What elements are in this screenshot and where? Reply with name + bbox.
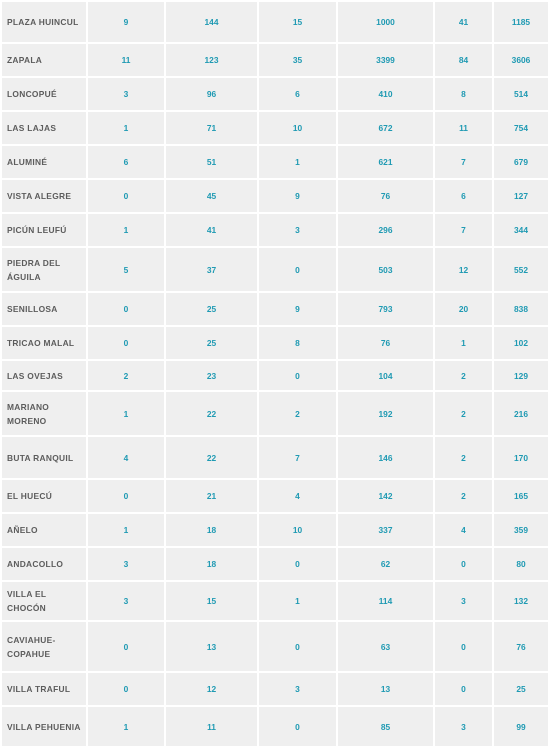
- value-cell: 3: [434, 706, 493, 747]
- locality-name: SENILLOSA: [1, 292, 87, 326]
- value-cell: 3: [87, 547, 165, 581]
- value-cell: 96: [165, 77, 258, 111]
- value-cell: 35: [258, 43, 337, 77]
- total-cell: 25: [493, 672, 549, 706]
- value-cell: 0: [258, 360, 337, 391]
- value-cell: 84: [434, 43, 493, 77]
- value-cell: 63: [337, 621, 434, 672]
- value-cell: 41: [434, 1, 493, 43]
- value-cell: 3: [258, 213, 337, 247]
- value-cell: 3: [434, 581, 493, 621]
- value-cell: 146: [337, 436, 434, 479]
- table-row: [1, 1, 549, 43]
- table-row: [1, 111, 549, 145]
- value-cell: 793: [337, 292, 434, 326]
- value-cell: 1: [258, 145, 337, 179]
- value-cell: 3: [87, 77, 165, 111]
- locality-name: LAS LAJAS: [1, 111, 87, 145]
- table-row: [1, 547, 549, 581]
- value-cell: 10: [258, 513, 337, 547]
- total-cell: 754: [493, 111, 549, 145]
- value-cell: 8: [434, 77, 493, 111]
- value-cell: 0: [258, 621, 337, 672]
- value-cell: 4: [258, 479, 337, 513]
- value-cell: 0: [87, 179, 165, 213]
- table-row: [1, 672, 549, 706]
- value-cell: 7: [434, 213, 493, 247]
- value-cell: 25: [165, 292, 258, 326]
- locality-name: EL HUECÚ: [1, 479, 87, 513]
- value-cell: 41: [165, 213, 258, 247]
- value-cell: 20: [434, 292, 493, 326]
- value-cell: 5: [87, 247, 165, 292]
- value-cell: 3: [87, 581, 165, 621]
- value-cell: 18: [165, 513, 258, 547]
- value-cell: 71: [165, 111, 258, 145]
- total-cell: 76: [493, 621, 549, 672]
- total-cell: 102: [493, 326, 549, 360]
- value-cell: 45: [165, 179, 258, 213]
- locality-name: BUTA RANQUIL: [1, 436, 87, 479]
- table-row: [1, 326, 549, 360]
- value-cell: 142: [337, 479, 434, 513]
- value-cell: 6: [434, 179, 493, 213]
- value-cell: 296: [337, 213, 434, 247]
- locality-name: ZAPALA: [1, 43, 87, 77]
- value-cell: 3399: [337, 43, 434, 77]
- locality-name: PLAZA HUINCUL: [1, 1, 87, 43]
- value-cell: 104: [337, 360, 434, 391]
- locality-name: ALUMINÉ: [1, 145, 87, 179]
- value-cell: 1: [87, 213, 165, 247]
- value-cell: 62: [337, 547, 434, 581]
- value-cell: 7: [258, 436, 337, 479]
- value-cell: 22: [165, 391, 258, 436]
- value-cell: 15: [258, 1, 337, 43]
- table-row: [1, 513, 549, 547]
- value-cell: 0: [434, 672, 493, 706]
- table-row: [1, 360, 549, 391]
- table-row: [1, 391, 549, 436]
- value-cell: 6: [258, 77, 337, 111]
- value-cell: 23: [165, 360, 258, 391]
- value-cell: 51: [165, 145, 258, 179]
- value-cell: 9: [258, 179, 337, 213]
- value-cell: 672: [337, 111, 434, 145]
- locality-name: CAVIAHUE-COPAHUE: [1, 621, 87, 672]
- locality-name: VISTA ALEGRE: [1, 179, 87, 213]
- value-cell: 12: [165, 672, 258, 706]
- value-cell: 12: [434, 247, 493, 292]
- value-cell: 7: [434, 145, 493, 179]
- value-cell: 2: [434, 436, 493, 479]
- total-cell: 514: [493, 77, 549, 111]
- value-cell: 85: [337, 706, 434, 747]
- table-row: [1, 247, 549, 292]
- value-cell: 1: [434, 326, 493, 360]
- locality-name: PIEDRA DEL ÁGUILA: [1, 247, 87, 292]
- locality-name: ANDACOLLO: [1, 547, 87, 581]
- locality-name: VILLA TRAFUL: [1, 672, 87, 706]
- locality-name: LONCOPUÉ: [1, 77, 87, 111]
- total-cell: 1185: [493, 1, 549, 43]
- value-cell: 0: [434, 547, 493, 581]
- total-cell: 838: [493, 292, 549, 326]
- value-cell: 13: [337, 672, 434, 706]
- value-cell: 11: [87, 43, 165, 77]
- total-cell: 3606: [493, 43, 549, 77]
- locality-name: PICÚN LEUFÚ: [1, 213, 87, 247]
- table-row: [1, 213, 549, 247]
- locality-name: LAS OVEJAS: [1, 360, 87, 391]
- value-cell: 2: [434, 391, 493, 436]
- value-cell: 1000: [337, 1, 434, 43]
- table-row: [1, 436, 549, 479]
- value-cell: 144: [165, 1, 258, 43]
- value-cell: 0: [258, 247, 337, 292]
- value-cell: 15: [165, 581, 258, 621]
- value-cell: 1: [87, 391, 165, 436]
- value-cell: 76: [337, 326, 434, 360]
- total-cell: 80: [493, 547, 549, 581]
- table-row: [1, 621, 549, 672]
- value-cell: 37: [165, 247, 258, 292]
- value-cell: 0: [258, 706, 337, 747]
- value-cell: 76: [337, 179, 434, 213]
- value-cell: 10: [258, 111, 337, 145]
- value-cell: 1: [258, 581, 337, 621]
- value-cell: 8: [258, 326, 337, 360]
- table-row: [1, 581, 549, 621]
- value-cell: 2: [434, 360, 493, 391]
- value-cell: 3: [258, 672, 337, 706]
- table-row: [1, 43, 549, 77]
- value-cell: 0: [87, 672, 165, 706]
- value-cell: 621: [337, 145, 434, 179]
- locality-name: VILLA EL CHOCÓN: [1, 581, 87, 621]
- total-cell: 165: [493, 479, 549, 513]
- value-cell: 114: [337, 581, 434, 621]
- total-cell: 132: [493, 581, 549, 621]
- value-cell: 0: [434, 621, 493, 672]
- total-cell: 129: [493, 360, 549, 391]
- table-row: [1, 479, 549, 513]
- total-cell: 359: [493, 513, 549, 547]
- total-cell: 99: [493, 706, 549, 747]
- table-row: [1, 179, 549, 213]
- value-cell: 0: [87, 326, 165, 360]
- value-cell: 2: [87, 360, 165, 391]
- total-cell: 127: [493, 179, 549, 213]
- value-cell: 4: [87, 436, 165, 479]
- table-row: [1, 292, 549, 326]
- value-cell: 4: [434, 513, 493, 547]
- value-cell: 11: [165, 706, 258, 747]
- table-row: [1, 77, 549, 111]
- value-cell: 0: [258, 547, 337, 581]
- table-row: [1, 706, 549, 747]
- value-cell: 1: [87, 111, 165, 145]
- value-cell: 503: [337, 247, 434, 292]
- locality-name: MARIANO MORENO: [1, 391, 87, 436]
- value-cell: 21: [165, 479, 258, 513]
- value-cell: 13: [165, 621, 258, 672]
- value-cell: 25: [165, 326, 258, 360]
- locality-name: VILLA PEHUENIA: [1, 706, 87, 747]
- total-cell: 216: [493, 391, 549, 436]
- value-cell: 337: [337, 513, 434, 547]
- total-cell: 344: [493, 213, 549, 247]
- value-cell: 2: [258, 391, 337, 436]
- value-cell: 9: [258, 292, 337, 326]
- value-cell: 6: [87, 145, 165, 179]
- value-cell: 192: [337, 391, 434, 436]
- value-cell: 18: [165, 547, 258, 581]
- value-cell: 1: [87, 706, 165, 747]
- value-cell: 0: [87, 292, 165, 326]
- value-cell: 0: [87, 621, 165, 672]
- value-cell: 9: [87, 1, 165, 43]
- value-cell: 11: [434, 111, 493, 145]
- value-cell: 410: [337, 77, 434, 111]
- value-cell: 1: [87, 513, 165, 547]
- locality-name: TRICAO MALAL: [1, 326, 87, 360]
- value-cell: 22: [165, 436, 258, 479]
- table-row: [1, 145, 549, 179]
- total-cell: 170: [493, 436, 549, 479]
- locality-name: AÑELO: [1, 513, 87, 547]
- total-cell: 552: [493, 247, 549, 292]
- value-cell: 2: [434, 479, 493, 513]
- value-cell: 0: [87, 479, 165, 513]
- value-cell: 123: [165, 43, 258, 77]
- localities-table-body: [1, 1, 549, 747]
- total-cell: 679: [493, 145, 549, 179]
